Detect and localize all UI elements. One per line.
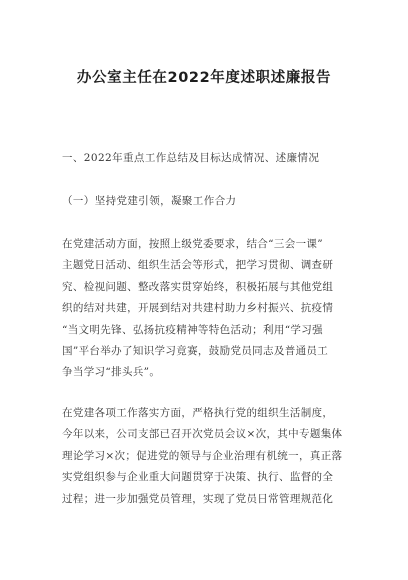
paragraph-line: 织的结对共建，开展到结对共建村助力乡村振兴、抗疫情 (62, 302, 334, 315)
section-heading: 一、2022年重点工作总结及目标达成情况、述廉情况 (62, 152, 320, 164)
paragraph-party-implementation (62, 403, 352, 510)
paragraph-line: 在党建各项工作落实方面，严格执行党的组织生活制度， (62, 407, 334, 419)
paragraph-line: 今年以来，公司支部已召开次党员会议×次，其中专题集体 (62, 428, 343, 441)
paragraph-line: 主题党日活动、组织生活会等形式，把学习贯彻、调查研 (62, 259, 334, 272)
paragraph-line: 争当学习“排头兵”。 (62, 366, 161, 379)
paragraph-line: “当文明先锋、弘扬抗疫精神等特色活动；利用“学习强 (62, 323, 323, 336)
paragraph-line: 在党建活动方面，按照上级党委要求，结合“三会一课” (62, 238, 323, 250)
paragraph-line: 实党组织参与企业重大问题贯穿于决策、执行、监督的全 (62, 471, 334, 484)
document-title: 办公室主任在2022年度述职述廉报告 (76, 70, 332, 86)
paragraph-party-activities (62, 234, 352, 384)
paragraph-line: 究、检视问题、整改落实贯穿始终，积极拓展与其他党组 (62, 280, 334, 293)
paragraph-line: 理论学习×次；促进党的领导与企业治理有机统一，真正落 (62, 449, 343, 462)
subsection-heading: （一）坚持党建引领，凝聚工作合力 (62, 195, 237, 207)
paragraph-line: 国”平台举办了知识学习竟赛，鼓励党员同志及普通员工 (62, 344, 329, 357)
paragraph-line: 过程；进一步加强党员管理，实现了党员日常管理规范化 (62, 492, 334, 505)
